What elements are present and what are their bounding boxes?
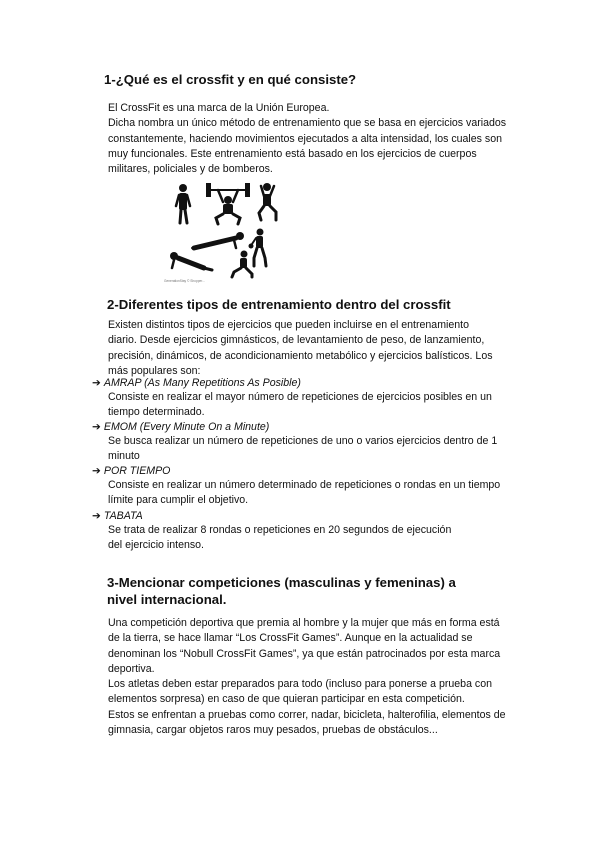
list-item-label: EMOM (Every Minute On a Minute)	[103, 421, 270, 433]
paragraph-line: Una competición deportiva que premia al hombre y la mujer que más en forma está	[108, 617, 500, 629]
paragraph-line: Existen distintos tipos de ejercicios que pueden incluirse en el entrenamiento	[108, 319, 469, 331]
list-item-por-tiempo-desc	[108, 478, 528, 509]
paragraph-line: Dicha nombra un único método de entrenamiento que se basa en ejercicios variados	[108, 117, 507, 130]
list-item-por-tiempo	[92, 464, 170, 478]
paragraph-line: límite para cumplir el objetivo.	[108, 494, 249, 507]
paragraph-line: Consiste en realizar un número determinado de repeticiones o rondas en un tiempo	[108, 479, 501, 491]
paragraph-line: Se busca realizar un número de repeticiones de uno o varios ejercicios dentro de 1	[108, 435, 498, 447]
section-3-body	[108, 616, 528, 738]
paragraph-line: deportiva.	[108, 662, 155, 675]
paragraph-line: gimnasia, cargar objetos raros muy pesados, pruebas de obstáculos...	[108, 724, 438, 737]
paragraph-line: del ejercicio intenso.	[108, 539, 204, 552]
title-line: nivel internacional.	[107, 592, 227, 607]
figure-overhead-squat-icon	[206, 183, 250, 224]
section-2-title: 2-Diferentes tipos de entrenamiento dentro del crossfit	[107, 297, 451, 312]
section-1-title: 1-¿Qué es el crossfit y en qué consiste?	[104, 72, 357, 87]
paragraph-line: más populares son:	[108, 364, 201, 377]
paragraph-line: minuto	[108, 450, 140, 463]
paragraph-line: diario. Desde ejercicios gimnásticos, de levantamiento de peso, de lanzamiento,	[108, 334, 485, 347]
arrow-right-icon: ➔	[92, 377, 101, 389]
paragraph-line: denominan los “Nobull CrossFit Games”, ya que están patrocinados por esta marca	[108, 647, 501, 660]
arrow-right-icon: ➔	[92, 421, 101, 433]
figure-plank-icon	[192, 232, 244, 248]
list-item-tabata	[92, 509, 143, 523]
paragraph-line: militares, policiales y de bomberos.	[108, 163, 273, 176]
paragraph-line: precisión, dinámicos, de acondicionamiento metabólico y ejercicios balísticos. Los	[108, 349, 493, 362]
list-item-emom	[92, 420, 269, 434]
paragraph-line: elementos sorpresa) en caso de que quieran participar en esta competición.	[108, 693, 465, 706]
list-item-emom-desc	[108, 434, 528, 465]
paragraph-line: Se trata de realizar 8 rondas o repeticiones en 20 segundos de ejecución	[108, 524, 452, 536]
image-credit: GenerationStay © Shopper...	[164, 279, 205, 283]
paragraph-line: Los atletas deben estar preparados para todo (incluso para ponerse a prueba con	[108, 678, 492, 691]
paragraph-line: tiempo determinado.	[108, 406, 205, 419]
title-line: 3-Mencionar competiciones (masculinas y femeninas) a	[107, 575, 456, 590]
arrow-right-icon: ➔	[92, 510, 101, 522]
section-2-intro	[108, 318, 528, 379]
paragraph-line: constantemente, haciendo movimientos ejecutados a alta intensidad, los cuales son	[108, 132, 502, 145]
figure-lunge-icon	[232, 251, 252, 278]
paragraph-line: El CrossFit es una marca de la Unión Europea.	[108, 102, 330, 114]
list-item-amrap	[92, 376, 301, 390]
list-item-label: TABATA	[103, 510, 143, 522]
paragraph-line: muy funcionales. Este entrenamiento está basado en los ejercicios de cuerpos	[108, 147, 477, 160]
section-3-title	[107, 574, 456, 608]
paragraph-line: Estos se enfrentan a pruebas como correr, nadar, bicicleta, halterofilia, elementos de	[108, 708, 506, 721]
figure-kettlebell-icon	[249, 229, 267, 267]
list-item-tabata-desc	[108, 523, 528, 554]
list-item-amrap-desc	[108, 390, 528, 421]
figure-jump-icon	[259, 183, 276, 220]
crossfit-silhouettes-illustration	[160, 180, 284, 284]
figure-standing-icon	[176, 184, 190, 223]
list-item-label: POR TIEMPO	[103, 465, 171, 477]
paragraph-line: Consiste en realizar el mayor número de repeticiones de ejercicios posibles en un	[108, 391, 492, 403]
list-item-label: AMRAP (As Many Repetitions As Posible)	[103, 377, 301, 389]
arrow-right-icon: ➔	[92, 465, 101, 477]
figure-ground-exercise-icon	[170, 252, 212, 270]
section-1-body	[108, 101, 528, 177]
paragraph-line: de la tierra, se hace llamar “Los CrossFit Games”. Aunque en la actualidad se	[108, 632, 473, 645]
